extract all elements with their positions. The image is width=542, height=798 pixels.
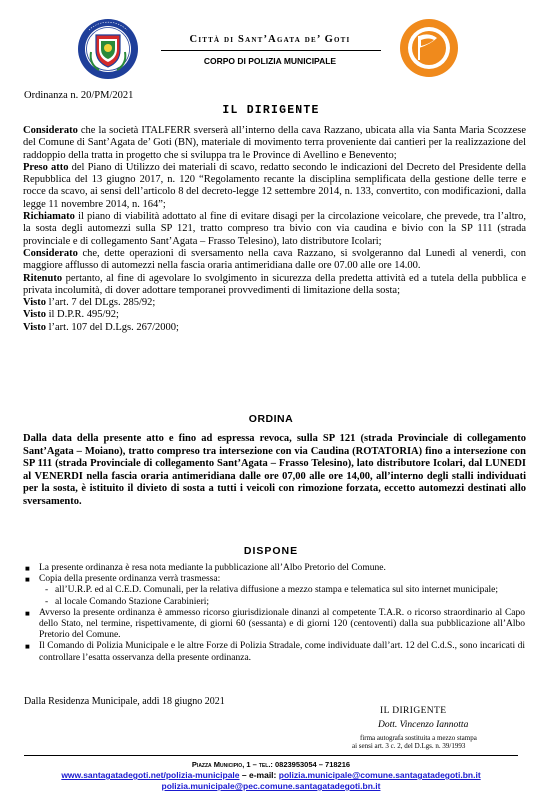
paragraph-visto-1: Visto l’art. 7 del DLgs. 285/92; [23,297,156,309]
pec-link[interactable]: polizia.municipale@pec.comune.santagatadegoti.bn.it [161,781,381,791]
bullet-icon: ■ [25,642,30,652]
paragraph-richiamato: Richiamato il piano di viabilità adottato al fine di evitare disagi per la circolazione veicolare, che prevede, tra l’altro, la sosta degli automezzi sulla SP 121, tratto compreso tra bivio con via caudina e bivio con la SP 111 (strada provinciale e di collegamento Sant’Agata – Frasso Telesino), lato distributore Icolari; [23,211,526,247]
footer-contacts [0,770,542,780]
signature-note: firma autografa sostituita a mezzo stampa [360,734,477,742]
paragraph-preso-atto: Preso atto del Piano di Utilizzo dei materiali di scavo, redatto secondo le indicazioni del Decreto del Presidente della Repubblica del 13 giugno 2017, n. 120 “Regolamento recante la disciplina semplificata della gestione delle terre e rocce da scavo, ai sensi dell’articolo 8 del decreto-legge 12 settembre 2014, n. 133, convertito, con modificazioni, dalla legge 11 novembre 2014, n. 164”; [23,161,526,210]
bullet-icon: ■ [25,608,30,618]
header-divider [161,50,381,51]
bandiera-arancione-icon [399,18,459,78]
bullet-icon: ■ [25,575,30,585]
list-item: ■ Avverso la presente ordinanza è ammesso ricorso giurisdizionale dinanzi al competente T.A.R. o ricorso straordinario al Capo dello Stato, nel termine, rispettivamente, di giorni 60 (sessanta) e di giorni 120 (centoventi) dalla sua pubblicazione all’Albo Pretorio del Comune. [25,607,525,641]
bullet-icon: ■ [25,564,30,573]
city-title: Città di Sant’Agata de’ Goti [189,34,351,45]
paragraph-considerato-1: Considerato che la società ITALFERR sverserà all’interno della cava Razzano, ubicata alla via Santa Maria Scozzese del Comune di Sant’Agata de’ Goti (BN), materiale di movimento terra proveniente dai cantieri per la realizzazione del raddoppio della tratta in progetto che si sviluppa tra le Province di Avellino e Benevento; [23,125,526,161]
police-crest-icon [77,18,139,80]
footer-pec [0,781,542,791]
paragraph-considerato-2: Considerato che, dette operazioni di sversamento nella cava Razzano, si svolgeranno dal Lunedì al venerdì, con maggiore afflusso di automezzi nella fascia oraria antimeridiana dalle ore 07.00 alle ore 14.00. [23,247,526,272]
ordina-text: Dalla data della presente atto e fino ad espressa revoca, sulla SP 121 (strada Provinciale di collegamento Sant’Agata – Moiano), tratto compreso tra intersezione con via Caudina (ROTATORIA) fino a intersezione con SP 111 (strada Provinciale di collegamento Sant’Agata – Frasso Telesino), lato distributore Icolari, dal LUNEDI al VENERDI nella fascia oraria antimeridiana dalle ore 07,00 alle ore 14,00, all’interno degli stalli individuati per la sosta, è istituito il divieto di sosta a tutti i veicoli con rimozione forzata, eccetto automezzi destinati allo sversamento. [23,433,526,507]
dispone-heading: DISPONE [243,545,299,557]
sub-list-item: - al locale Comando Stazione Carabinieri; [45,596,210,607]
ordina-heading: ORDINA [248,413,294,425]
paragraph-visto-3: Visto l’art. 107 del D.Lgs. 267/2000; [23,321,179,333]
dispone-list [25,563,525,664]
paragraph-visto-2: Visto il D.P.R. 495/92; [23,309,119,321]
list-item: ■ Copia della presente ordinanza verrà trasmessa: [25,574,221,585]
department-title: CORPO DI POLIZIA MUNICIPALE [203,56,337,66]
page-title: IL DIRIGENTE [222,104,320,117]
considerations-section [23,125,526,334]
paragraph-ritenuto: Ritenuto pertanto, al fine di agevolare lo svolgimento in sicurezza della predetta attività ed a tutela della pubblica e privata incolumità, di dover adottare temporanei provvedimenti di limitazione della sosta; [23,272,526,296]
email-label: – e-mail: [239,770,279,780]
date-place: Dalla Residenza Municipale, addì 18 giugno 2021 [24,696,225,707]
list-item: ■ Il Comando di Polizia Municipale e le altre Forze di Polizia Stradale, come individuate dall’art. 12 del C.d.S., sono incaricati di controllare l’esatta osservanza della presente ordinanza. [25,641,525,663]
email-link[interactable]: polizia.municipale@comune.santagatadegoti.bn.it [278,770,481,780]
signature-note-law: ai sensi art. 3 c. 2, del D.Lgs. n. 39/1993 [352,742,466,750]
dash-icon: - [45,585,49,596]
signature-title: IL DIRIGENTE [380,706,447,716]
list-item: ■ La presente ordinanza è resa nota mediante la pubblicazione all’Albo Pretorio del Comune. [25,563,386,573]
sub-list-item: - all’U.R.P. ed al C.E.D. Comunali, per la relativa diffusione a mezzo stampa e telematica sul sito internet municipale; [45,585,499,596]
footer-address: Piazza Municipio, 1 – tel.: 0823953054 – 718216 [191,760,351,769]
footer-divider [24,755,518,756]
dash-icon: - [45,596,49,607]
ordinance-number: Ordinanza n. 20/PM/2021 [24,90,134,101]
website-link[interactable]: www.santagatadegoti.net/polizia-municipale [61,770,240,780]
signature-name: Dott. Vincenzo Iannotta [378,720,469,730]
